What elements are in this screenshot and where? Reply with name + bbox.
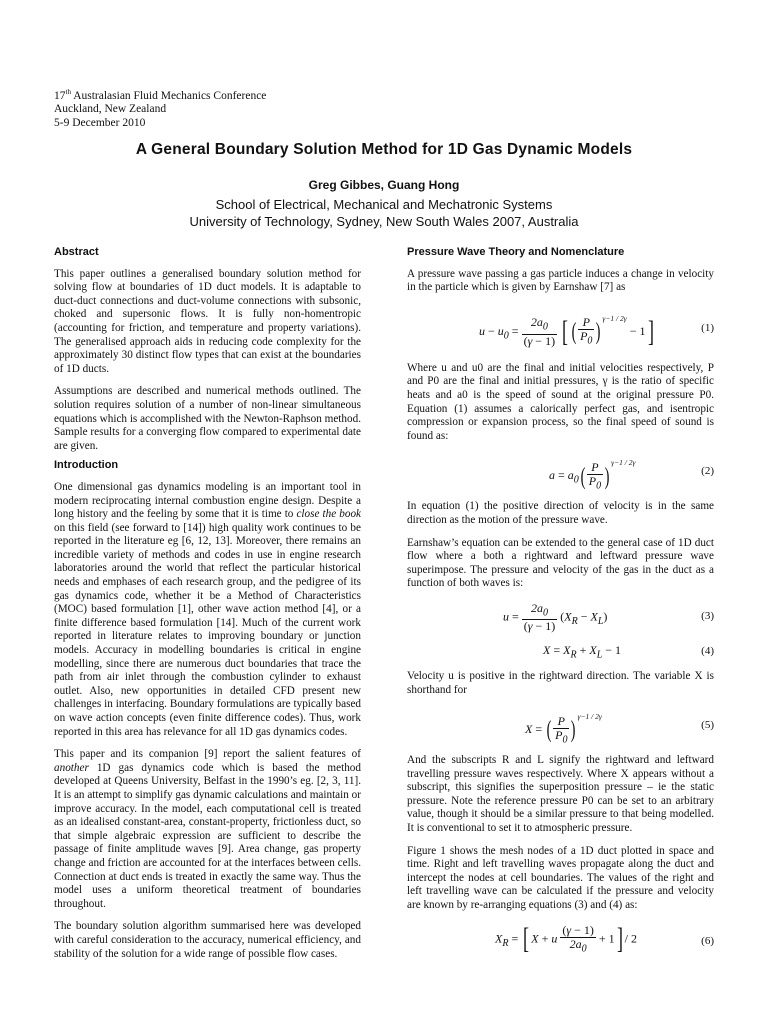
- conference-location: Auckland, New Zealand: [54, 103, 167, 116]
- equation-6: $X_R$ = [ X + u $\frac{(\gamma - 1)}{2a_0}$ + 1] / 2 (6): [495, 922, 714, 956]
- left-column: [54, 246, 361, 970]
- intro-p1-emphasis: close the book: [296, 508, 361, 521]
- equation-6-number: (6): [701, 934, 714, 947]
- pressure-wave-paragraph-3: In equation (1) the positive direction of velocity is in the same direction as the motion of the pressure wave.: [407, 500, 714, 526]
- equation-4: $X = X_R + X_L - 1$ (4): [543, 642, 714, 661]
- pressure-wave-paragraph-2: Where u and u0 are the final and initial velocities respectively, P and P0 are the final and initial pressures, γ is the ratio of specific heats and a0 is the speed of sound at the original pressure P0. Equation (1) assumes a calorically perfect gas, and isentropic compression or expansion process, so the final speed of sound is found as:: [407, 361, 714, 442]
- intro-p1-text-a: One dimensional gas dynamics modeling is an important tool in modern reciprocating internal combustion engine design. Despite a long history and the feeling by some that it is time to: [54, 480, 361, 521]
- pressure-wave-paragraph-7: Figure 1 shows the mesh nodes of a 1D duct plotted in space and time. Right and left travelling waves propagate along the duct and intercept the nodes at cell boundaries. The values of the right and left travelling wave can be calculated if the pressure and velocity are known by re-arranging equations (3) and (4) as:: [407, 844, 714, 912]
- equation-1-number: (1): [701, 321, 714, 334]
- equation-3-number: (3): [701, 610, 714, 623]
- equation-5: X = ( $\frac{P}{P_0}$ )$^{\gamma-1 / 2\gamma}$ (5): [525, 712, 714, 746]
- introduction-paragraph-3: The boundary solution algorithm summarised here was developed with careful consideration to the accuracy, numerical efficiency, and stability of the solution for a wide range of possible flow cases.: [54, 920, 361, 960]
- pressure-wave-paragraph-6: And the subscripts R and L signify the rightward and leftward travelling pressure waves respectively. Where X appears without a subscript, this signifies the superposition pressure – ie the static pressure. Note the reference pressure P0 can be set to an arbitrary value, though it should be a similar pressure to that being modelled. It is conventional to set it to atmospheric pressure.: [407, 754, 714, 835]
- pressure-wave-paragraph-4: Earnshaw’s equation can be extended to the general case of 1D duct flow where a both a rightward and leftward pressure wave superimpose. The pressure and velocity of the gas in the duct as a function of both waves is:: [407, 536, 714, 590]
- equation-1: $u - u_0$ = $\frac{2a_0}{(\gamma - 1)}$ [ ( $\frac{P}{P_0}$ )$^{\gamma-1 / 2\gamma}$ − 1] (1): [479, 313, 714, 349]
- conference-info: [54, 86, 266, 130]
- intro-p1-text-b: on this field (see forward to [14]) high quality work continues to be reported in the literature eg [6, 12, 13]. Moreover, there remains an incredible variety of methods and codes in use in engine research laboratories around the world that reflect the particular historical needs and emphases of each research group, and the pedigree of its gas dynamics code, whether it be a Method of Characteristics (MOC) based formulation [1], other wave action method [4], or a finite difference based formulation [14]. Much of the current work reported in literature relates to improving boundary or junction models. Accuracy in modelling boundaries is critical in engine modelling, since there are numerous duct boundaries that trace the path from air inlet through the combustion cylinder to exhaust outlet. Also, new opportunities in detailed CFD present new challenges in interfacing. Boundary formulations are typically based on wave action concepts (even finite difference codes). Thus, work reported in this area has relevance for all 1D gas dynamics codes.: [54, 521, 361, 738]
- equation-5-number: (5): [701, 719, 714, 732]
- intro-p2-emphasis: another: [54, 761, 89, 774]
- right-column: [407, 246, 714, 970]
- introduction-heading: Introduction: [54, 459, 119, 472]
- conference-edition: 17: [54, 89, 66, 102]
- equation-2-number: (2): [701, 465, 714, 478]
- introduction-paragraph-2: [54, 748, 361, 911]
- conference-name: [54, 86, 266, 103]
- equation-4-number: (4): [701, 645, 714, 658]
- intro-p2-text-a: This paper and its companion [9] report the salient features of: [54, 748, 361, 761]
- abstract-paragraph-2: Assumptions are described and numerical methods outlined. The solution requires solution of a number of non-linear simultaneous equations which is accomplished with the Newton-Raphson method. Sample results for a converging flow compared to experimental date are given.: [54, 385, 361, 452]
- paper-authors: Greg Gibbes, Guang Hong: [308, 178, 460, 192]
- intro-p2-text-b: 1D gas dynamics code which is based the method developed at Queens University, Belfast in the 1990’s eg. [2, 3, 11]. It is an attempt to simplify gas dynamic calculations and maintain or improve accuracy. In the model, each computational cell is treated as an idealised constant-area, constant-property, frictionless duct, so that simple algebraic expression are sufficient to describe the passage of finite amplitude waves [9]. Area change, gas property change and friction are accounted for at the interfaces between cells. Connection at duct ends is treated in exactly the same way. Thus the model uses a uniform theoretical treatment of boundaries throughout.: [54, 761, 361, 910]
- introduction-paragraph-1: [54, 481, 361, 739]
- pressure-wave-paragraph-1: A pressure wave passing a gas particle induces a change in velocity in the particle which is given by Earnshaw [7] as: [407, 267, 714, 294]
- pressure-wave-heading: Pressure Wave Theory and Nomenclature: [407, 246, 625, 258]
- conference-title: Australasian Fluid Mechanics Conference: [73, 89, 267, 102]
- conference-dates: 5-9 December 2010: [54, 116, 146, 129]
- pressure-wave-paragraph-5: Velocity u is positive in the rightward direction. The variable X is shorthand for: [407, 669, 714, 696]
- equation-3: u = $\frac{2a_0}{(\gamma - 1)}$ $(X_R - X_L)$ (3): [503, 600, 714, 634]
- conference-edition-suffix: th: [65, 88, 71, 96]
- paper-title: A General Boundary Solution Method for 1D Gas Dynamic Models: [135, 141, 633, 158]
- abstract-paragraph-1: This paper outlines a generalised boundary solution method for solving flow at boundaries of 1D duct models. It is adaptable to duct-duct connections and duct-volume connections with subsonic, choked and supersonic flows. It is fully non-homentropic (accounting for friction, and temperature and property variations). The generalised approach aids in reducing code complexity for the approximately 30 distinct flow types that can exist at the boundaries of 1D ducts.: [54, 267, 361, 375]
- affiliation-line-2: University of Technology, Sydney, New South Wales 2007, Australia: [189, 214, 579, 229]
- affiliation-line-1: School of Electrical, Mechanical and Mechatronic Systems: [215, 197, 553, 212]
- affiliation: [0, 196, 768, 230]
- abstract-heading: Abstract: [54, 246, 99, 258]
- equation-2: $a = a_0$( $\frac{P}{P_0}$ )$^{\gamma-1 / 2\gamma}$ (2): [549, 458, 714, 492]
